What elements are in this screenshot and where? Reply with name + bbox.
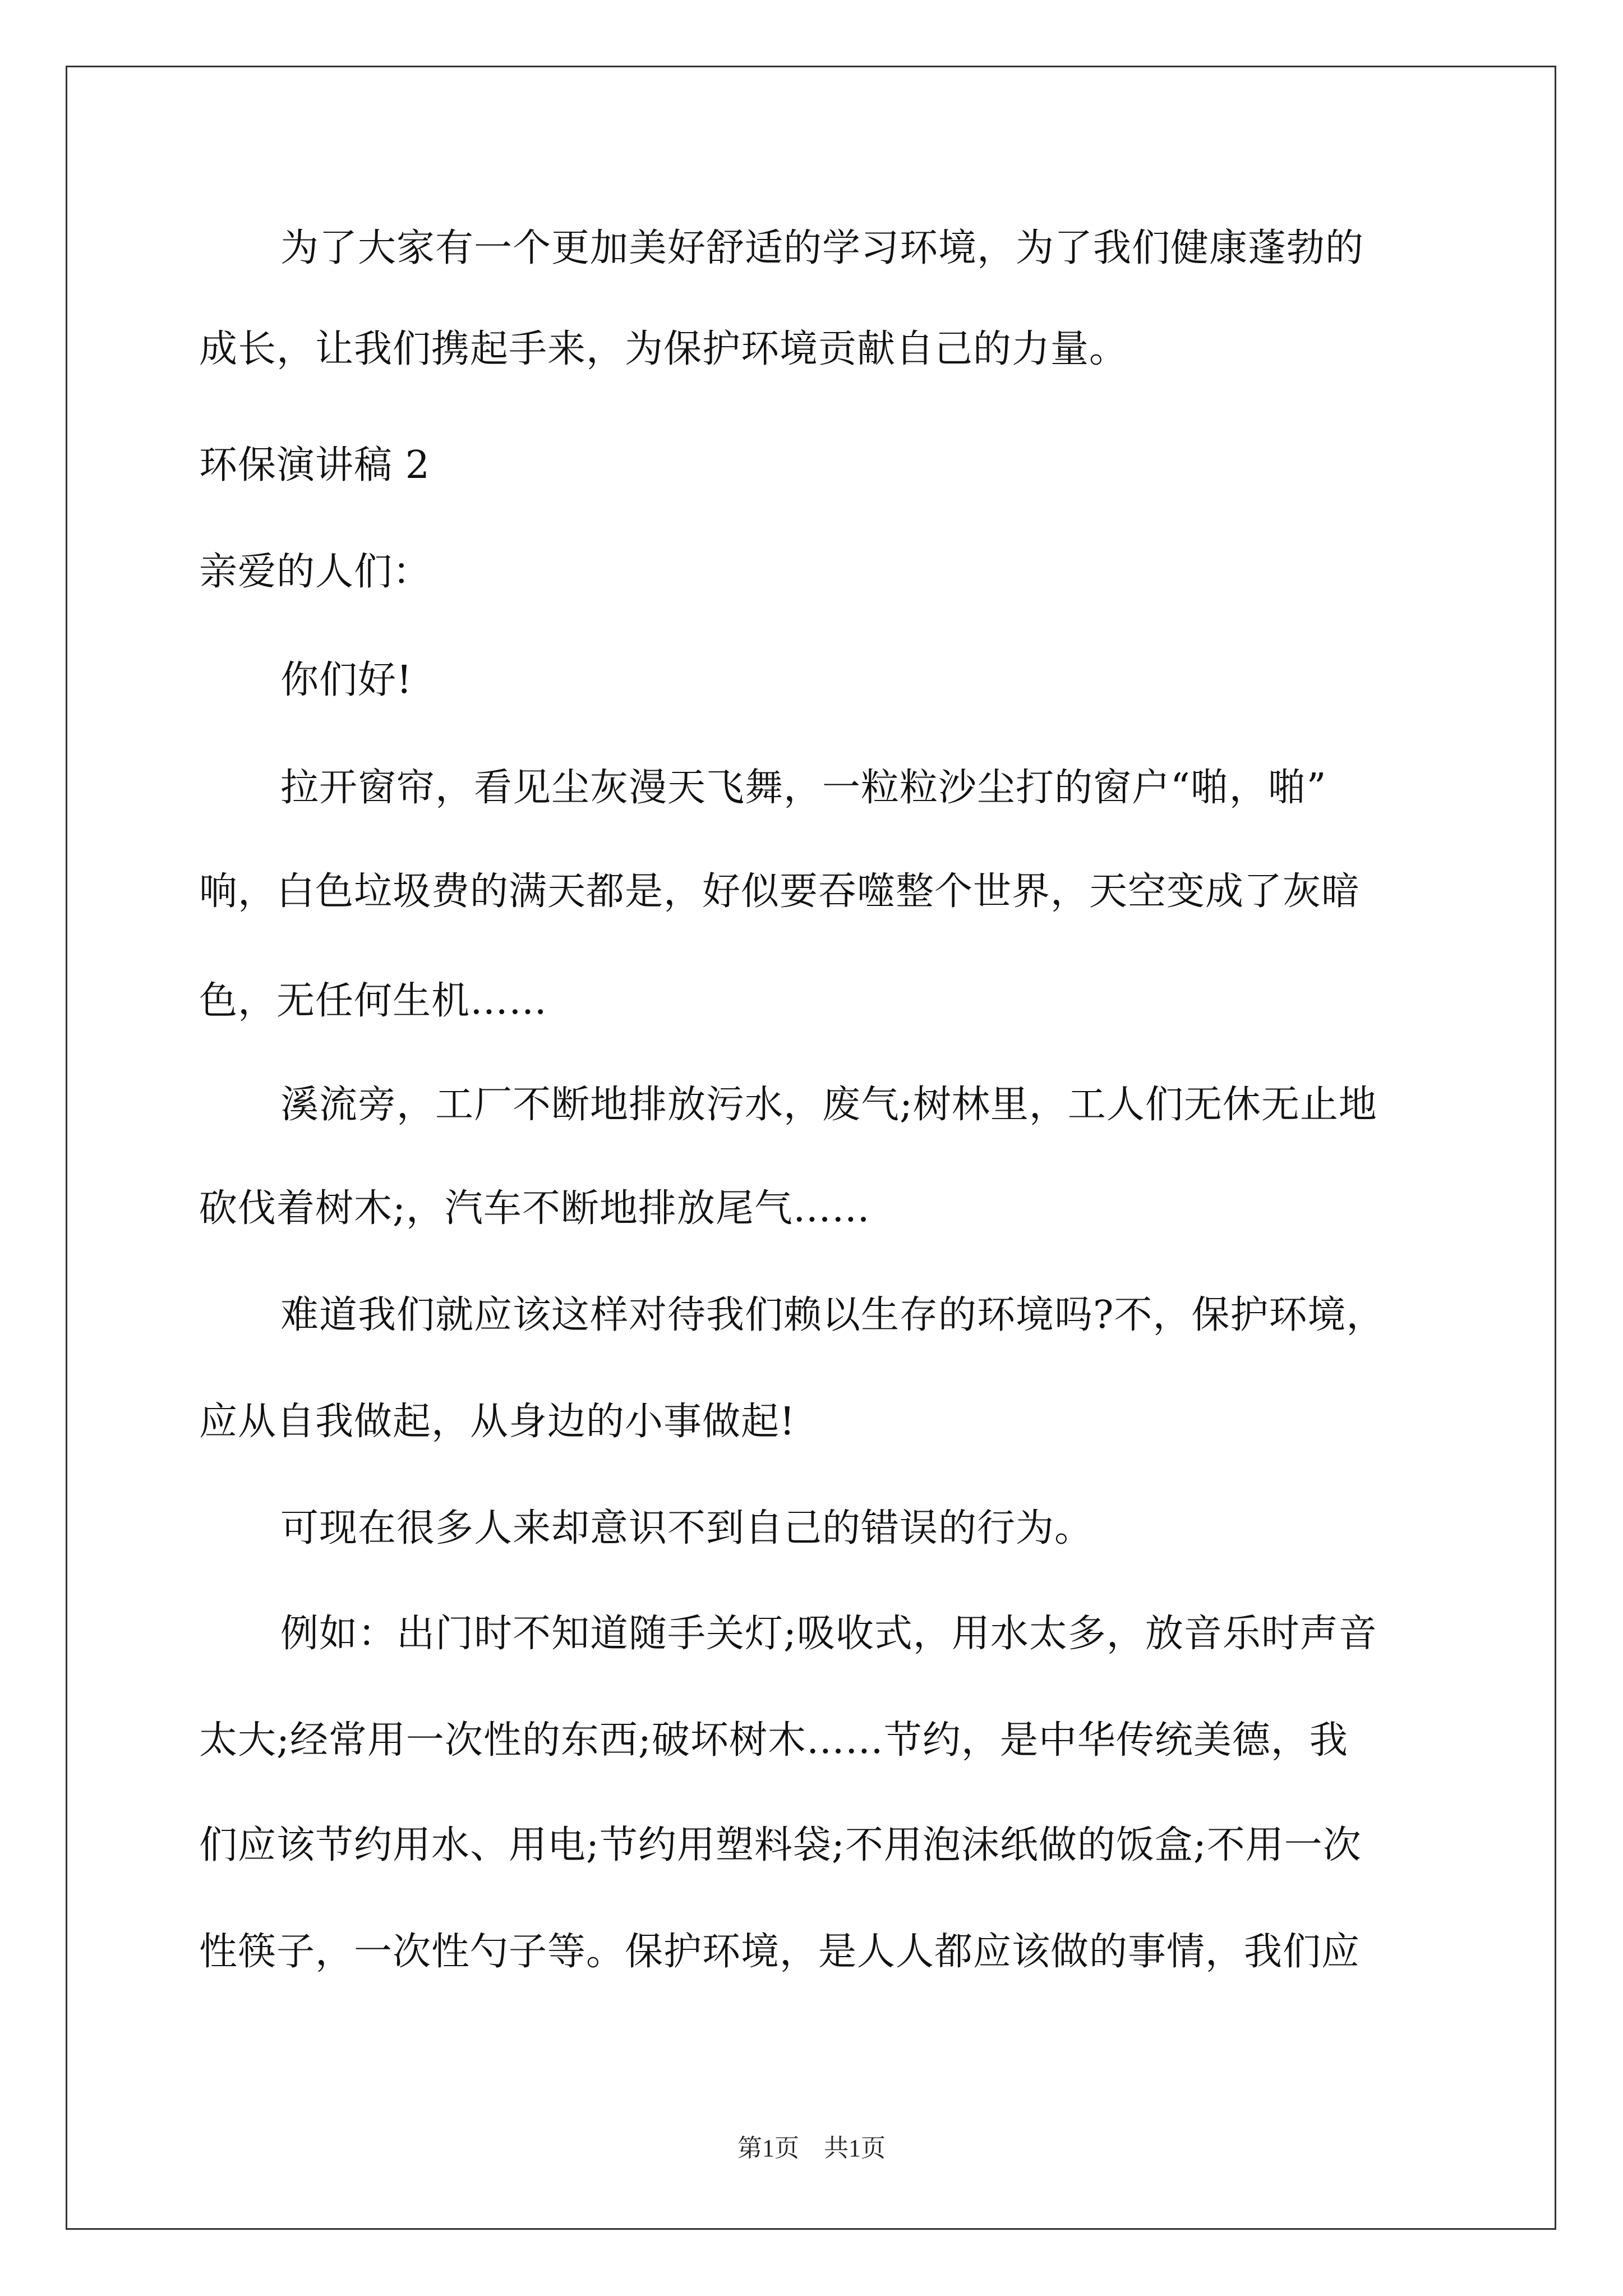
paragraph-line: 可现在很多人来却意识不到自己的错误的行为。 bbox=[280, 1506, 1094, 1550]
page-border bbox=[66, 66, 1556, 2230]
paragraph-line: 应从自我做起，从身边的小事做起! bbox=[199, 1400, 796, 1444]
paragraph-line: 们应该节约用水、用电;节约用塑料袋;不用泡沫纸做的饭盒;不用一次 bbox=[199, 1823, 1362, 1867]
paragraph-line: 色，无任何生机…… bbox=[199, 979, 548, 1023]
paragraph-line: 溪流旁，工厂不断地排放污水，废气;树林里，工人们无休无止地 bbox=[280, 1083, 1377, 1127]
paragraph-line: 响，白色垃圾费的满天都是，好似要吞噬整个世界，天空变成了灰暗 bbox=[199, 869, 1361, 914]
section-heading: 环保演讲稿 2 bbox=[199, 443, 430, 487]
paragraph-line: 为了大家有一个更加美好舒适的学习环境，为了我们健康蓬勃的 bbox=[280, 226, 1364, 270]
paragraph-line: 拉开窗帘，看见尘灰漫天飞舞，一粒粒沙尘打的窗户“啪，啪” bbox=[280, 766, 1327, 810]
paragraph-line: 例如：出门时不知道随手关灯;吸收式，用水太多，放音乐时声音 bbox=[280, 1612, 1377, 1656]
greeting: 你们好! bbox=[280, 658, 413, 702]
paragraph-line: 太大;经常用一次性的东西;破坏树木……节约，是中华传统美德，我 bbox=[199, 1718, 1348, 1763]
page-number-footer: 第1页 共1页 bbox=[737, 2134, 886, 2162]
paragraph-line: 性筷子，一次性勺子等。保护环境，是人人都应该做的事情，我们应 bbox=[199, 1930, 1361, 1974]
paragraph-line: 砍伐着树木;，汽车不断地排放尾气…… bbox=[199, 1186, 870, 1231]
salutation: 亲爱的人们： bbox=[199, 550, 432, 594]
paragraph-line: 成长，让我们携起手来，为保护环境贡献自己的力量。 bbox=[199, 327, 1128, 371]
paragraph-line: 难道我们就应该这样对待我们赖以生存的环境吗?不，保护环境， bbox=[280, 1293, 1385, 1337]
